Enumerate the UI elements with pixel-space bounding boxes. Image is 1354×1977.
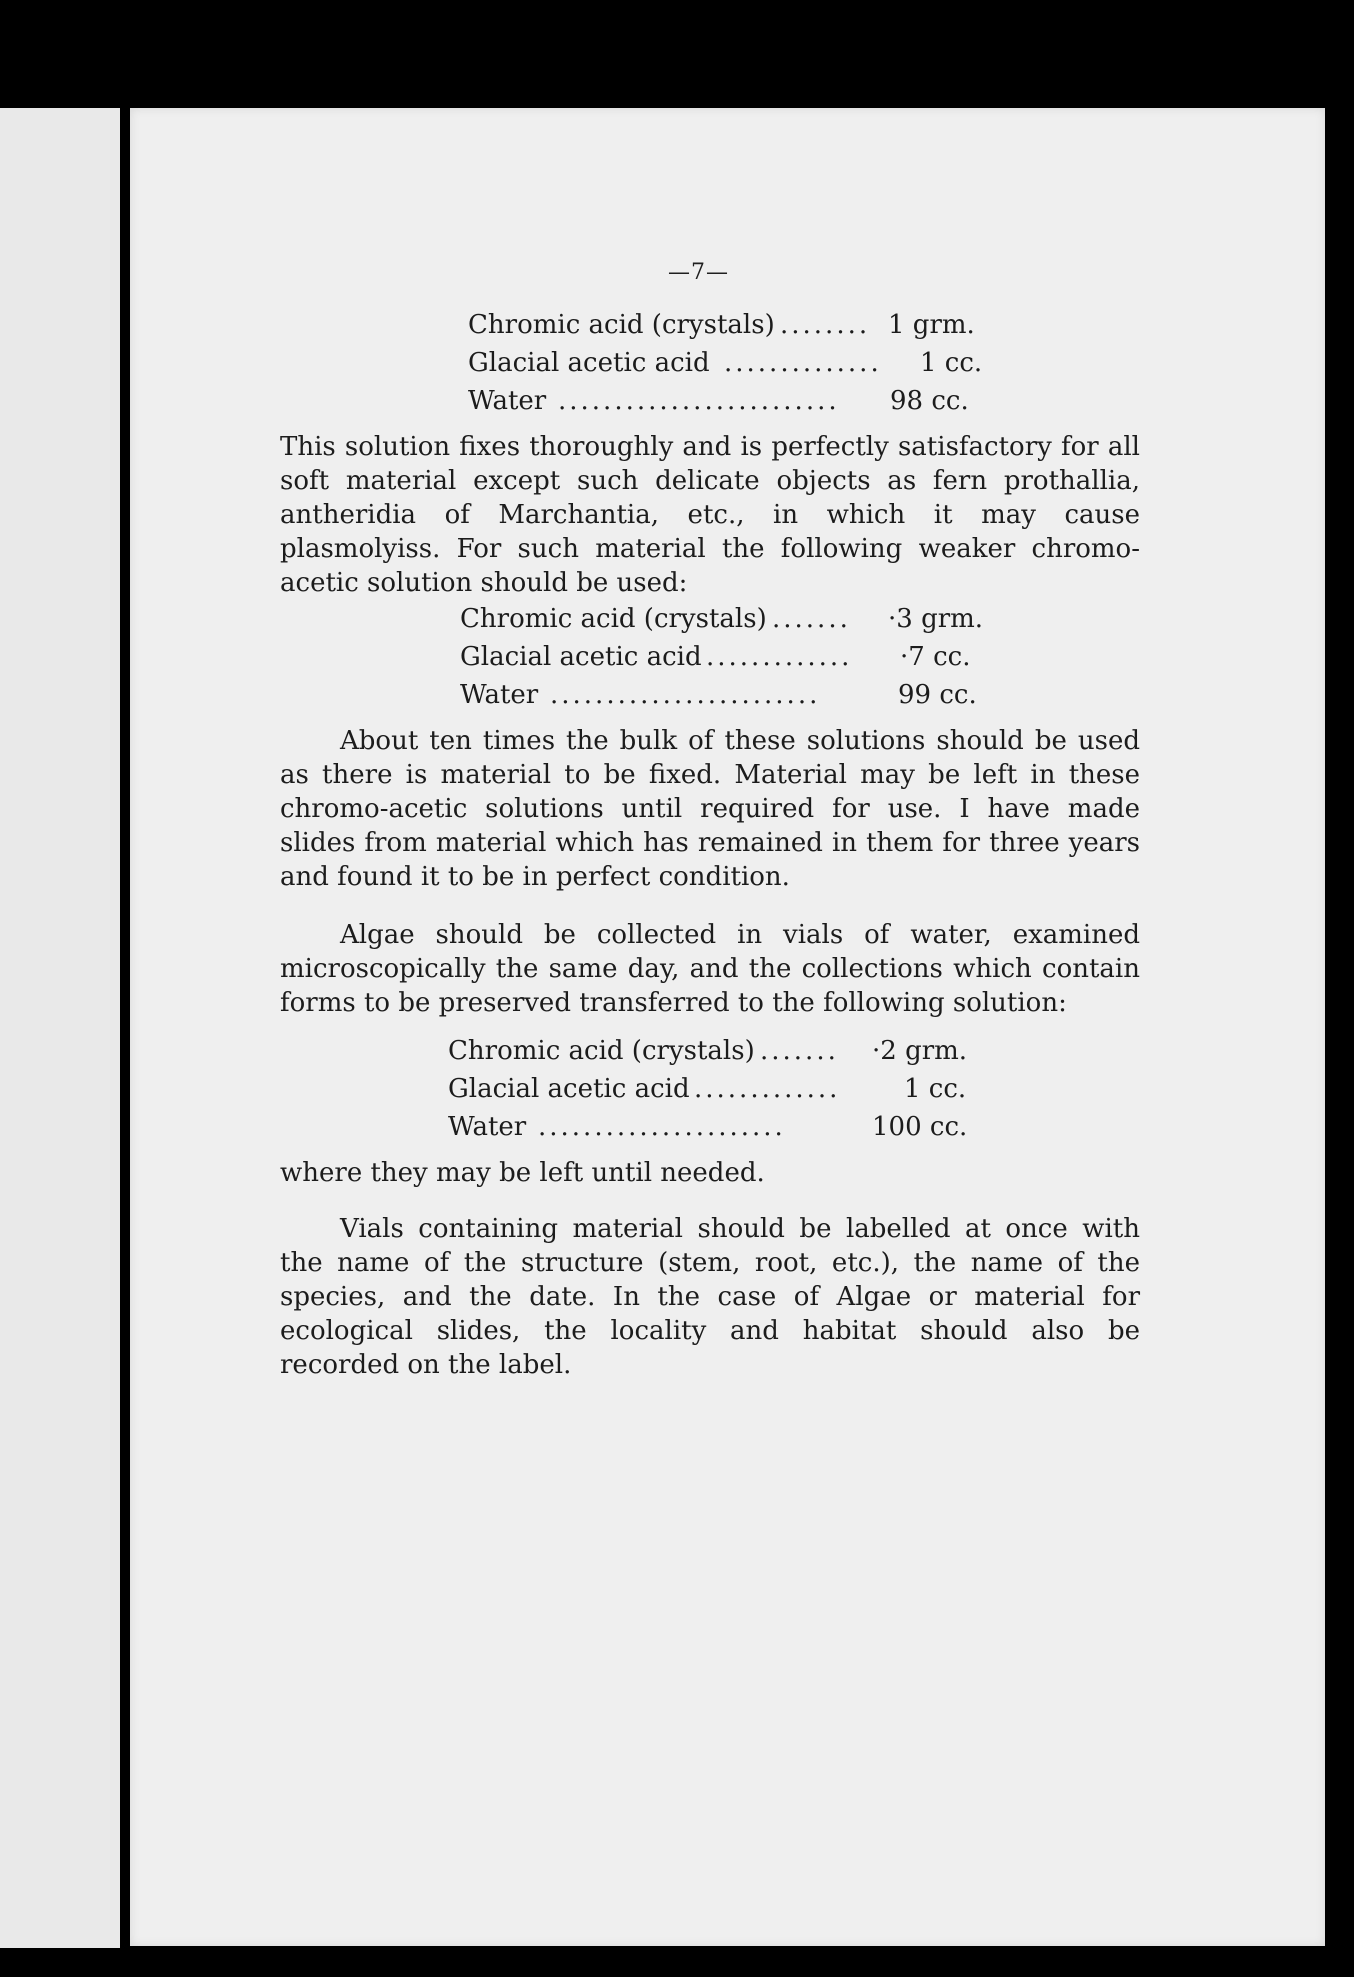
leader-dots: ......................... <box>558 386 840 416</box>
leader-dots: ............. <box>706 642 853 672</box>
leader-dots: ........................ <box>550 680 821 710</box>
ingredient-amount: 100 cc. <box>872 1112 968 1142</box>
paragraph-1: This solution fixes thoroughly and is perfectly satisfactory for all soft material except such delicate objects as fern prothallia, antheridia of Marchantia, etc., in which it may cause plasmolyiss. For such material the following weaker chromo-acetic solution should be used: <box>280 432 1140 598</box>
formula-row <box>448 1108 978 1146</box>
paragraph-2: About ten times the bulk of these solutions should be used as there is material to be fixed. Material may be left in these chromo-acetic solutions until required for use. I have made slides from material which has remained in them for three years and found it to be in perfect condition. <box>280 726 1140 892</box>
ingredient-amount: 1 cc. <box>904 1074 967 1104</box>
ingredient-amount: ·3 grm. <box>888 604 984 634</box>
ingredient-name: Chromic acid (crystals) <box>448 1036 755 1066</box>
leader-dots: ........ <box>780 310 871 340</box>
ingredient-name: Water <box>448 1112 527 1142</box>
formula-table-3 <box>448 1032 978 1146</box>
paragraph-3: Algae should be collected in vials of water, examined microscopically the same day, and the collections which contain forms to be preserved transferred to the following solution: <box>280 920 1140 1018</box>
formula-row <box>468 306 988 344</box>
ingredient-name: Water <box>460 680 539 710</box>
ingredient-name: Glacial acetic acid <box>448 1074 690 1104</box>
formula-row <box>468 344 988 382</box>
ingredient-amount: ·7 cc. <box>900 642 971 672</box>
formula-row <box>448 1070 978 1108</box>
ingredient-name: Glacial acetic acid <box>460 642 702 672</box>
formula-row <box>468 382 988 420</box>
formula-table-2 <box>460 600 984 714</box>
paragraph-4: where they may be left until needed. <box>280 1158 765 1188</box>
ingredient-amount: 1 grm. <box>888 310 975 340</box>
ingredient-name: Water <box>468 386 547 416</box>
formula-row <box>460 676 980 714</box>
leader-dots: .............. <box>724 348 882 378</box>
leader-dots: ....... <box>772 604 851 634</box>
ingredient-amount: ·2 grm. <box>872 1036 968 1066</box>
ingredient-name: Chromic acid (crystals) <box>468 310 775 340</box>
formula-row <box>460 600 984 638</box>
ingredient-amount: 1 cc. <box>920 348 983 378</box>
leader-dots: ...................... <box>538 1112 786 1142</box>
facing-page-edge <box>0 108 120 1948</box>
ingredient-name: Chromic acid (crystals) <box>460 604 767 634</box>
leader-dots: ............. <box>694 1074 841 1104</box>
formula-table-1 <box>468 306 988 420</box>
paragraph-5: Vials containing material should be labelled at once with the name of the structure (stem, root, etc.), the name of the species, and the date. In the case of Algae or material for ecological slides, the locality and habitat should also be recorded on the label. <box>280 1214 1140 1380</box>
page-number: —7— <box>668 260 729 285</box>
ingredient-name: Glacial acetic acid <box>468 348 710 378</box>
formula-row <box>448 1032 978 1070</box>
formula-row <box>460 638 980 676</box>
ingredient-amount: 98 cc. <box>890 386 969 416</box>
leader-dots: ....... <box>760 1036 839 1066</box>
ingredient-amount: 99 cc. <box>898 680 977 710</box>
